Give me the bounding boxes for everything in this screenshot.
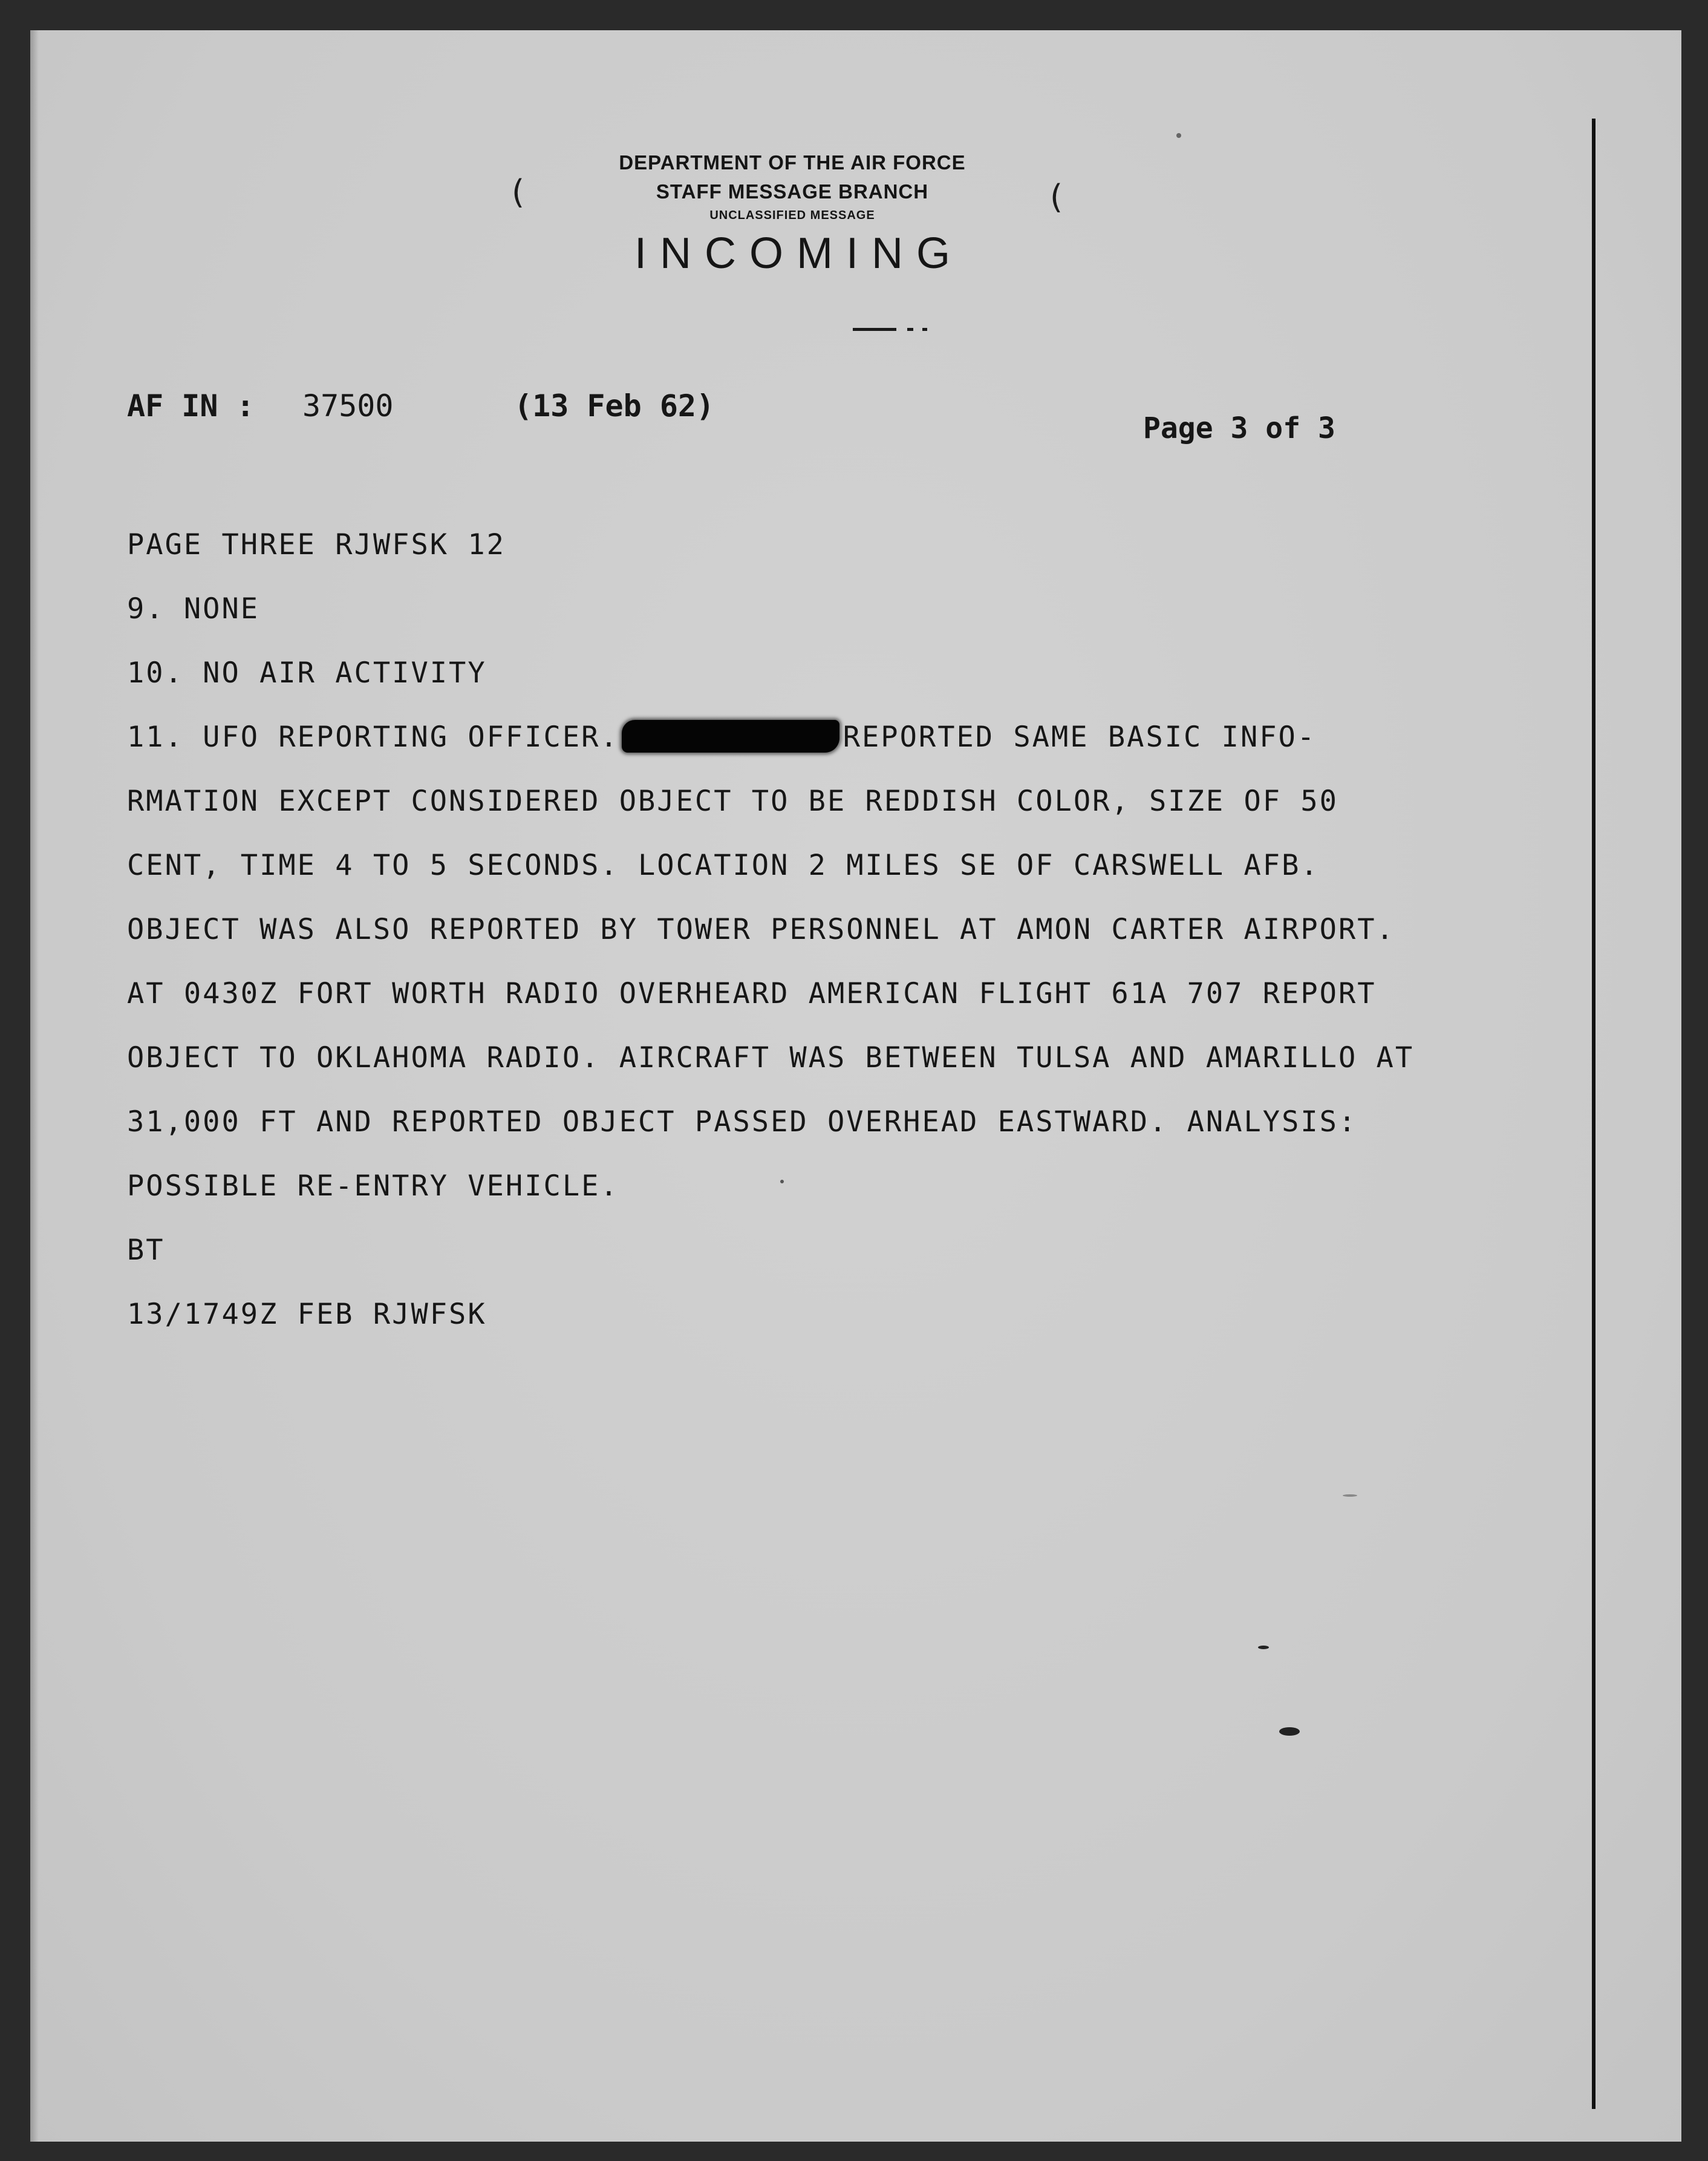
af-in-label: AF IN : xyxy=(127,388,255,423)
body-line: PAGE THREE RJWFSK 12 xyxy=(127,528,506,561)
left-bracket-mark: ( xyxy=(512,173,525,211)
body-line: AT 0430Z FORT WORTH RADIO OVERHEARD AMERICAN FLIGHT 61A 707 REPORT xyxy=(127,977,1377,1010)
body-line: 10. NO AIR ACTIVITY xyxy=(127,656,487,690)
right-margin-rule xyxy=(1592,119,1596,2109)
body-line: OBJECT WAS ALSO REPORTED BY TOWER PERSONNEL AT AMON CARTER AIRPORT. xyxy=(127,913,1395,946)
body-line: 13/1749Z FEB RJWFSK xyxy=(127,1298,487,1331)
header-underline-mark xyxy=(853,328,896,331)
form-title: INCOMING xyxy=(634,229,963,278)
af-in-number: 37500 xyxy=(302,388,394,423)
body-line: OBJECT TO OKLAHOMA RADIO. AIRCRAFT WAS BETWEEN TULSA AND AMARILLO AT xyxy=(127,1041,1415,1074)
body-line: 31,000 FT AND REPORTED OBJECT PASSED OVERHEAD EASTWARD. ANALYSIS: xyxy=(127,1105,1358,1139)
message-form xyxy=(30,30,1681,2142)
redaction-block xyxy=(622,720,839,753)
body-line: 9. NONE xyxy=(127,592,260,626)
body-line-with-redaction xyxy=(127,705,1579,770)
body-line-segment: 11. UFO REPORTING OFFICER. xyxy=(127,721,619,754)
message-body xyxy=(127,513,1579,1347)
ink-speck xyxy=(1176,133,1181,138)
ink-speck xyxy=(1258,1646,1269,1649)
form-header xyxy=(393,148,1191,283)
ink-speck xyxy=(780,1180,784,1183)
department-name: DEPARTMENT OF THE AIR FORCE xyxy=(619,151,966,174)
body-line: CENT, TIME 4 TO 5 SECONDS. LOCATION 2 MILES SE OF CARSWELL AFB. xyxy=(127,849,1320,882)
paper-edge-shadow xyxy=(30,30,39,2142)
body-line-segment: REPORTED SAME BASIC INFO- xyxy=(843,721,1317,754)
body-line: BT xyxy=(127,1234,165,1267)
ink-speck xyxy=(1343,1494,1357,1497)
classification-label: UNCLASSIFIED MESSAGE xyxy=(709,209,875,222)
body-line: POSSIBLE RE-ENTRY VEHICLE. xyxy=(127,1169,619,1203)
header-dot-mark xyxy=(907,328,913,331)
header-dot-mark xyxy=(922,328,927,331)
branch-name: STAFF MESSAGE BRANCH xyxy=(656,180,929,203)
ink-speck xyxy=(1279,1727,1300,1736)
right-bracket-mark: ( xyxy=(1050,178,1063,216)
body-line: RMATION EXCEPT CONSIDERED OBJECT TO BE REDDISH COLOR, SIZE OF 50 xyxy=(127,785,1338,818)
message-date: (13 Feb 62) xyxy=(514,388,715,423)
page-indicator: Page 3 of 3 xyxy=(1143,411,1335,445)
